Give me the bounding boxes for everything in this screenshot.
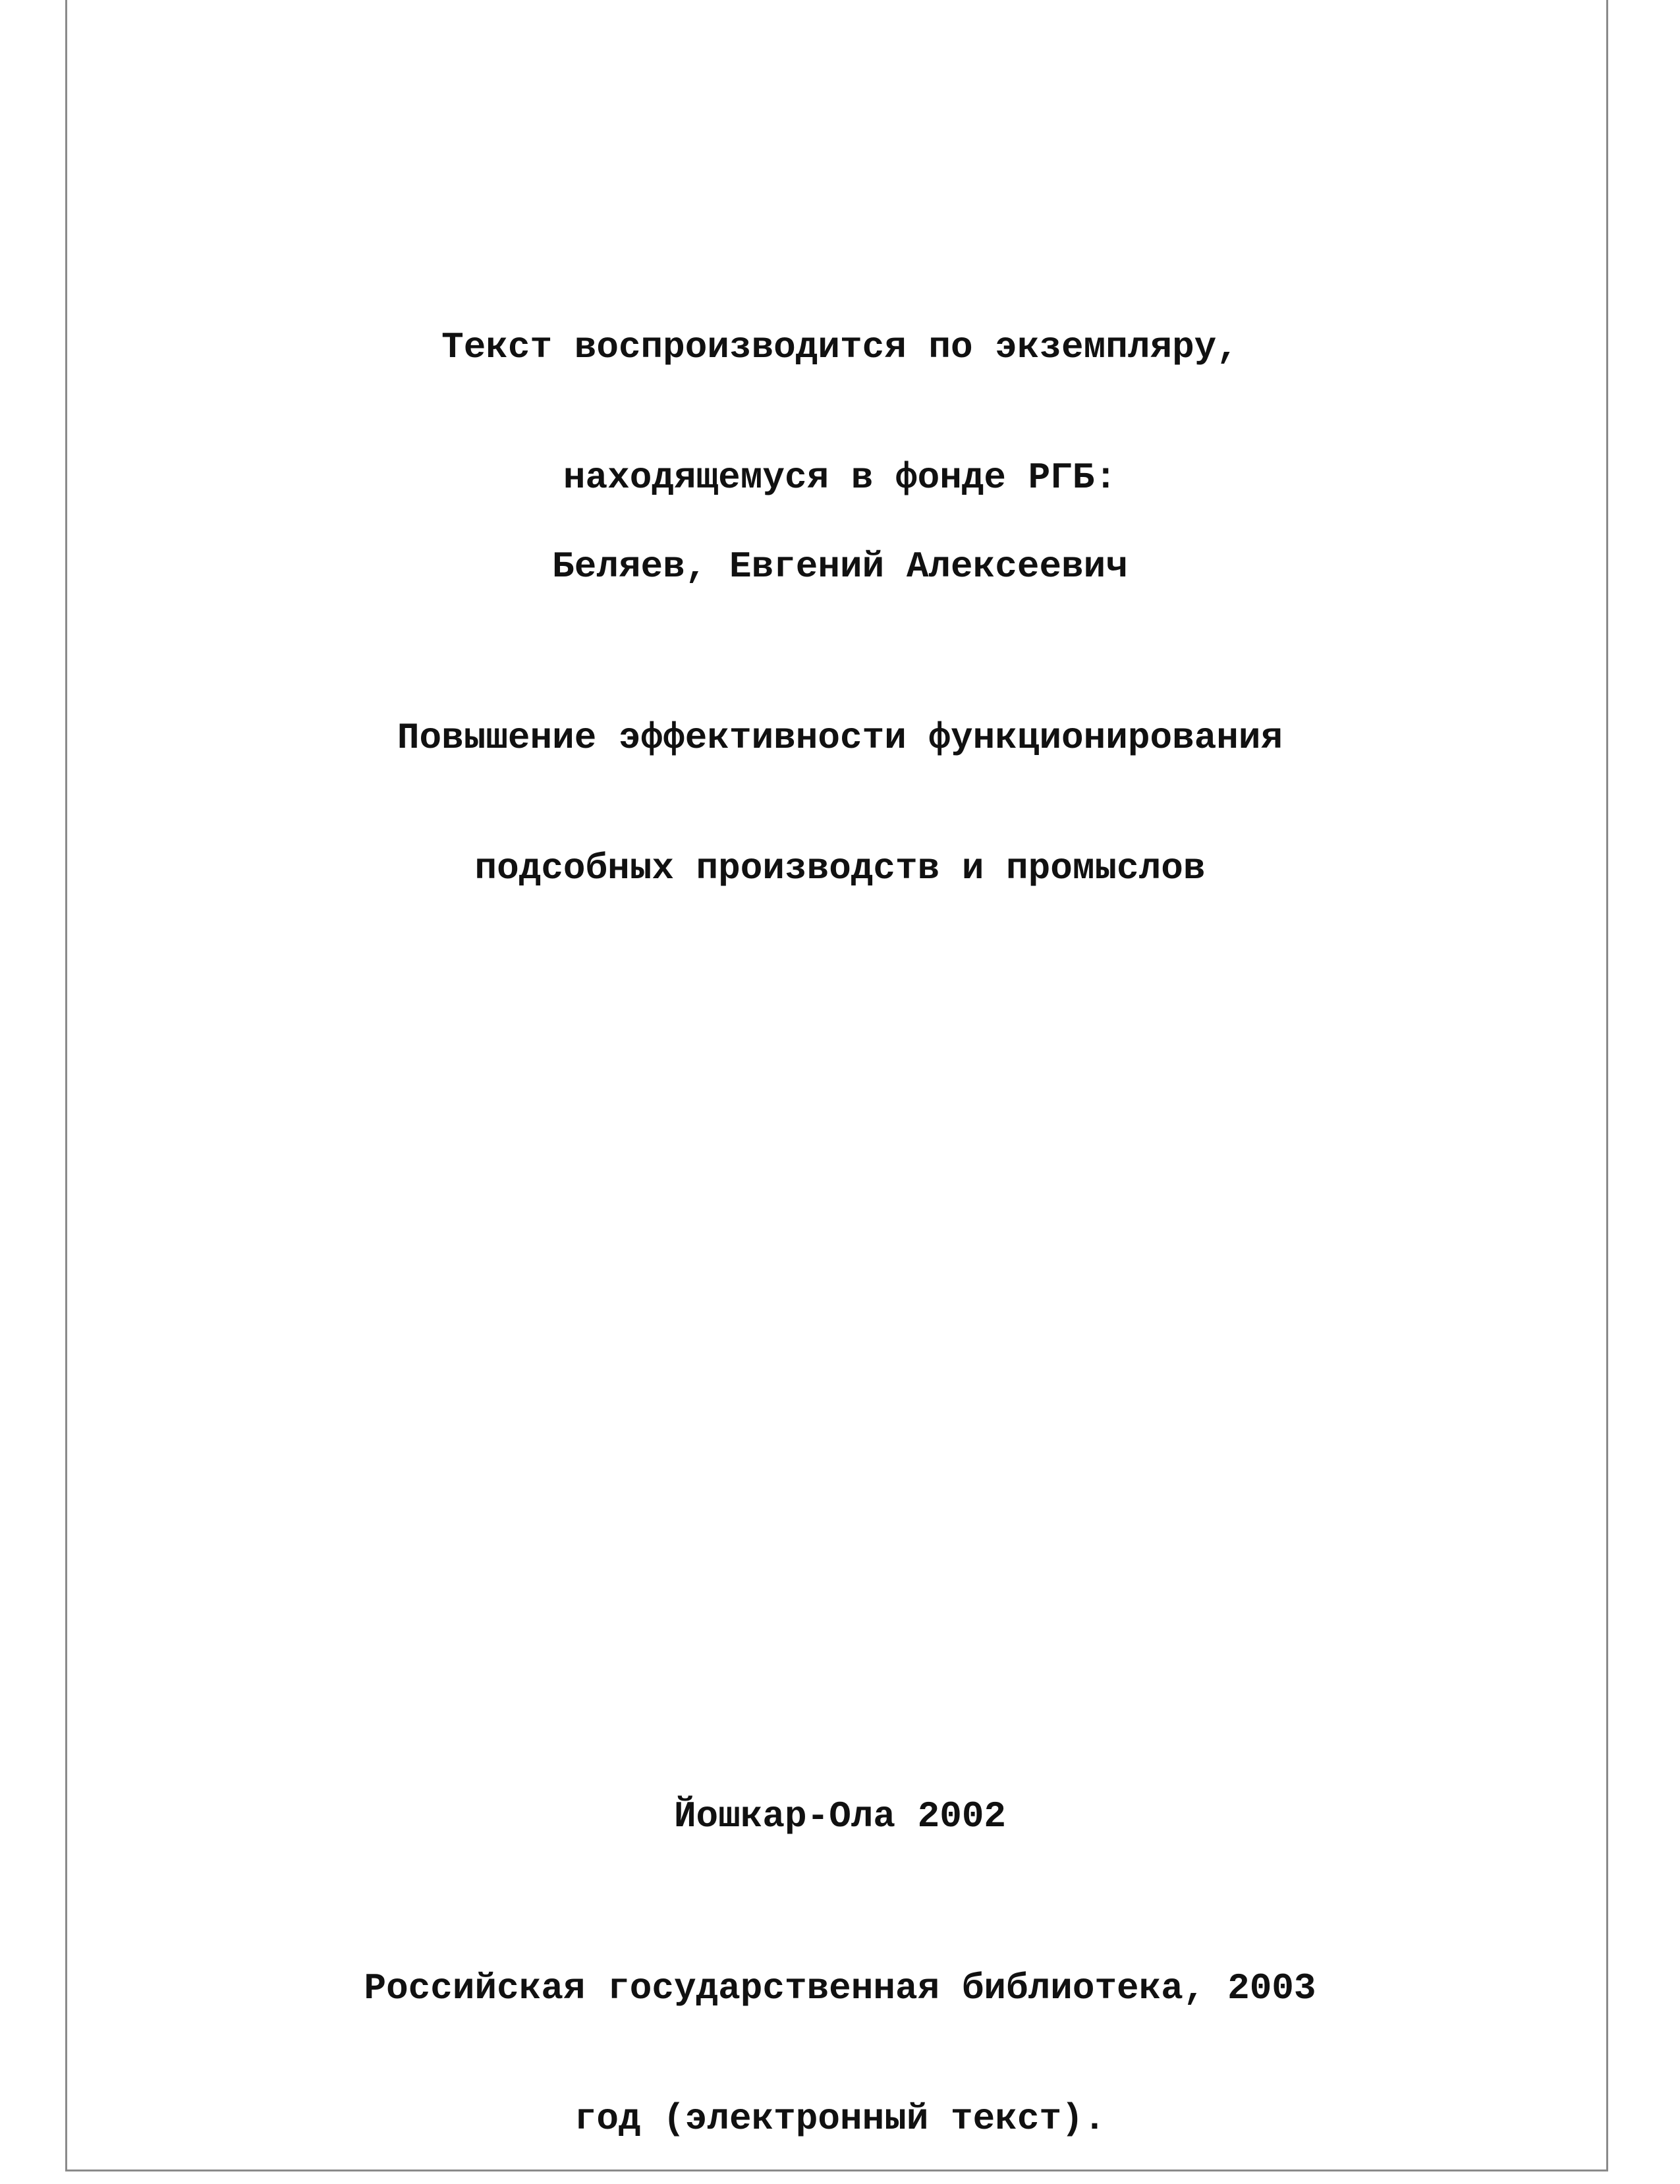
library-footer [0,1880,1680,2184]
source-note-line-2: находящемуся в фонде РГБ: [563,457,1117,499]
source-note-line-1: Текст воспроизводится по экземпляру, [441,326,1239,368]
author-name-text: Беляев, Евгений Алексеевич [552,546,1128,588]
place-and-year [0,1708,1680,1882]
document-title [0,629,1680,934]
library-footer-line-1: Российская государственная библиотека, 2003 [364,1967,1316,2009]
library-footer-line-2: год (электронный текст). [574,2098,1106,2140]
place-and-year-text: Йошкар-Ола 2002 [673,1795,1007,1837]
document-title-line-1: Повышение эффективности функционирования [397,717,1283,759]
document-title-line-2: подсобных производств и промыслов [474,847,1206,889]
author-name [0,458,1680,632]
